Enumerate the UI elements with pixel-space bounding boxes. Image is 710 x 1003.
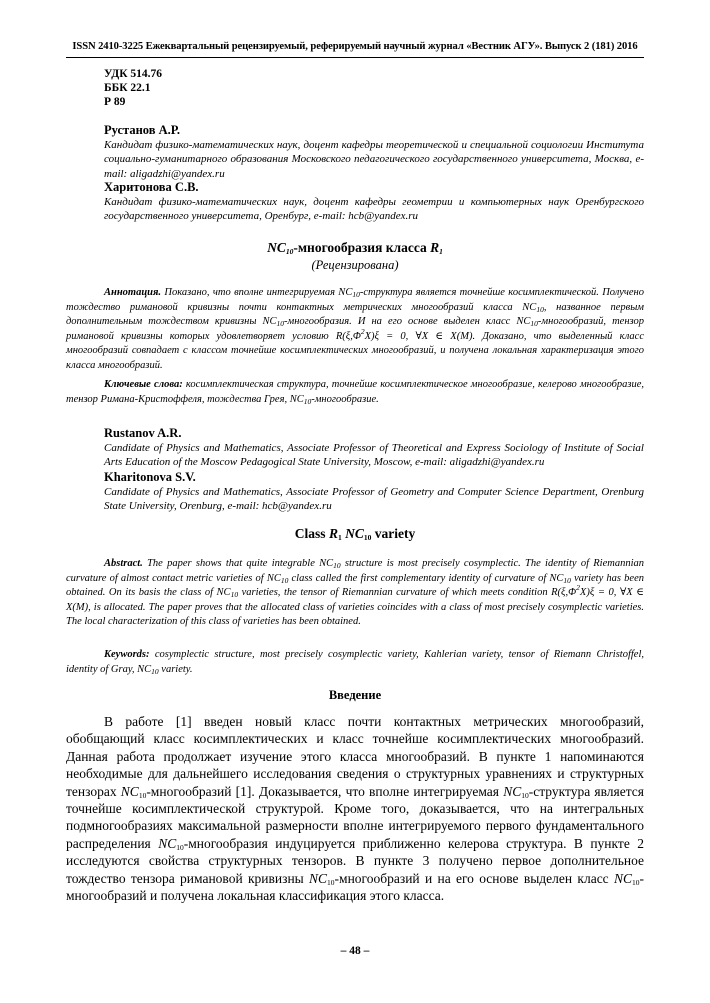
abstract-ru: [66, 286, 644, 374]
abstract-en: [66, 557, 644, 630]
subscript: 10: [521, 790, 529, 800]
section-heading-introduction: Введение: [328, 688, 382, 702]
abstract-text: The paper shows that quite integrable NC: [142, 558, 334, 569]
keywords-text: -многообразие.: [311, 393, 379, 405]
abstract-text: -многообразия. И на его основе выделен класс NC: [284, 316, 531, 328]
abstract-label: Аннотация.: [104, 287, 162, 298]
superscript: 2: [360, 326, 365, 336]
body-text: -многообразий и на его основе выделен класс: [334, 870, 614, 886]
author-ru-1: [104, 123, 644, 181]
subscript: 10: [303, 396, 312, 406]
classification-codes: [104, 67, 162, 109]
subscript: 10: [138, 790, 147, 800]
abstract-text: variety has been obtained. On its basis the class of NC: [66, 572, 644, 599]
title-class-r: R: [328, 526, 338, 541]
keywords-text: косимплектическая структура, точнейше косимплектическое многообразие, келерово многообразие, тензор Римана-Кристоффеля, тождества Грея, NC: [66, 379, 644, 405]
article-title-en: [66, 526, 644, 542]
body-text: -многообразий и получена локальная классификация этого класса.: [66, 870, 644, 904]
title-text: variety: [371, 526, 416, 541]
title-subscript: 10: [363, 533, 372, 542]
title-nc: NC: [267, 240, 286, 255]
body-text: -многообразий [1]. Доказывается, что вполне интегрируемая: [146, 783, 504, 799]
review-status: (Рецензирована): [311, 258, 399, 272]
subscript: 10: [530, 319, 538, 329]
subscript: 10: [536, 304, 544, 314]
math-nc: NC: [120, 783, 139, 799]
journal-header: ISSN 2410-3225 Ежеквартальный рецензируемый, реферируемый научный журнал «Вестник АГУ». Выпуск 2 (181) 2016: [72, 41, 638, 52]
abstract-text: varieties, the tensor of Riemannian curvature of which meets condition R(ξ,Φ: [238, 587, 577, 599]
abstract-text: , названное первым дополнительным тождеством кривизны NC: [66, 301, 645, 328]
page-number: – 48 –: [340, 945, 370, 957]
author-name: Rustanov A.R.: [104, 426, 182, 440]
abstract-text: -структура является точнейше косимплектической. Получено тождество римановой кривизны почти контактных метрических многообразий класса NC: [66, 287, 645, 313]
article-title-ru: [66, 240, 644, 256]
keywords-ru: [66, 378, 644, 407]
math-nc: NC: [309, 870, 328, 886]
keywords-text: cosymplectic structure, most precisely cosymplectic variety, Kahlerian variety, tensor of Riemann Christoffel, identity of Gray, NC: [66, 649, 644, 675]
author-affiliation: Candidate of Physics and Mathematics, Associate Professor of Theoretical and Express Sociology of Institute of Social Arts Education of the Moscow Pedagogical State University, Moscow, e-mail: aligadzhi@yandex.ru: [104, 442, 644, 469]
abstract-text: X)ξ = 0, ∀X ∈ X(M). Доказано, что выделенный класс многообразий совпадает с классом точнейше косимплектических многообразий, и получена локальная характеризация этого класса многообразий.: [66, 330, 644, 371]
subscript: 10: [176, 842, 184, 852]
math-nc: NC: [158, 835, 177, 851]
abstract-text: X)ξ = 0, ∀X ∈ X(M), is allocated. The paper proves that the allocated class of varieties coincides with a class of most precisely cosymplectic varieties. The local characterization of this class of varieties has been obtained.: [66, 587, 645, 628]
abstract-label: Abstract.: [104, 558, 143, 569]
subscript: 10: [333, 561, 341, 570]
keywords-label: Keywords:: [104, 649, 150, 660]
body-text: В работе [1] введен новый класс почти контактных метрических многообразий, обобщающий класс косимплектических и класс точнейше косимплектических многообразий. Данная работа продолжает изучение этого класса многообразий. В пункте 1 напоминаются необходимые для дальнейшего исследования сведения о структурных уравнениях и структурных тензорах: [66, 714, 644, 799]
author-name: Kharitonova S.V.: [104, 470, 196, 484]
bbk-code: ББК 22.1: [104, 82, 151, 94]
subscript: 10: [352, 290, 360, 299]
author-name: Харитонова С.В.: [104, 180, 199, 194]
author-affiliation: Candidate of Physics and Mathematics, Associate Professor of Geometry and Computer Science Department, Orenburg State University, Orenburg, e-mail: hcb@yandex.ru: [104, 486, 644, 513]
math-nc: NC: [503, 783, 522, 799]
abstract-text: structure is most precisely cosymplectic. The identity of Riemannian curvature of almost contact metric varieties of NC: [66, 558, 645, 584]
body-text: -многообразия индуцируется приближенно келерова структура. В пункте 2 исследуются свойства структурных тензоров. В пункте 3 получено первое дополнительное тождество тензора римановой кривизны: [66, 835, 644, 886]
title-nc: NC: [341, 526, 364, 541]
abstract-text: Показано, что вполне интегрируемая NC: [164, 287, 353, 298]
title-text: -многообразия класса: [293, 240, 431, 255]
keywords-text: variety.: [158, 663, 193, 675]
abstract-text: class called the first complementary identity of curvature of NC: [288, 572, 564, 584]
author-en-1: [104, 426, 644, 470]
author-sign-code: Р 89: [104, 96, 126, 108]
subscript: 10: [280, 575, 289, 585]
author-name: Рустанов А.Р.: [104, 123, 180, 137]
author-ru-2: [104, 180, 644, 224]
subscript: 10: [151, 666, 159, 676]
title-class-r: R: [430, 240, 440, 255]
author-affiliation: Кандидат физико-математических наук, доцент кафедры теоретической и специальной социологии Института социально-гуманитарного образования Московского педагогического государственного университета, Москва, e-mail: aligadzhi@yandex.ru: [104, 139, 644, 180]
subscript: 10: [276, 319, 285, 329]
abstract-text: -многообразий, тензор римановой кривизны которых удовлетворяет условию R(ξ,Φ: [66, 316, 644, 342]
author-en-2: [104, 470, 644, 514]
introduction-paragraph: [66, 713, 644, 904]
subscript: 10: [327, 877, 335, 887]
title-subscript: 1: [337, 533, 342, 542]
subscript: 10: [230, 590, 239, 600]
superscript: 2: [576, 583, 580, 593]
title-class-subscript: 1: [439, 247, 443, 256]
math-nc: NC: [613, 870, 632, 886]
subscript: 10: [563, 575, 571, 585]
title-subscript: 10: [285, 247, 294, 256]
subscript: 10: [631, 877, 640, 887]
author-affiliation: Кандидат физико-математических наук, доцент кафедры геометрии и компьютерных наук Оренбургского государственного университета, Оренбург, e-mail: hcb@yandex.ru: [104, 196, 644, 223]
title-text: Class: [294, 526, 329, 541]
body-text: -структура является точнейше косимплектической структурой. Кроме того, доказывается, что на интегральных подмногообразиях максимальной размерности вполне интегрируемого первого фундаментального распределения: [66, 783, 644, 851]
header-divider: [66, 57, 644, 58]
udc-code: УДК 514.76: [104, 68, 163, 80]
keywords-label: Ключевые слова:: [104, 379, 183, 390]
keywords-en: [66, 648, 644, 677]
